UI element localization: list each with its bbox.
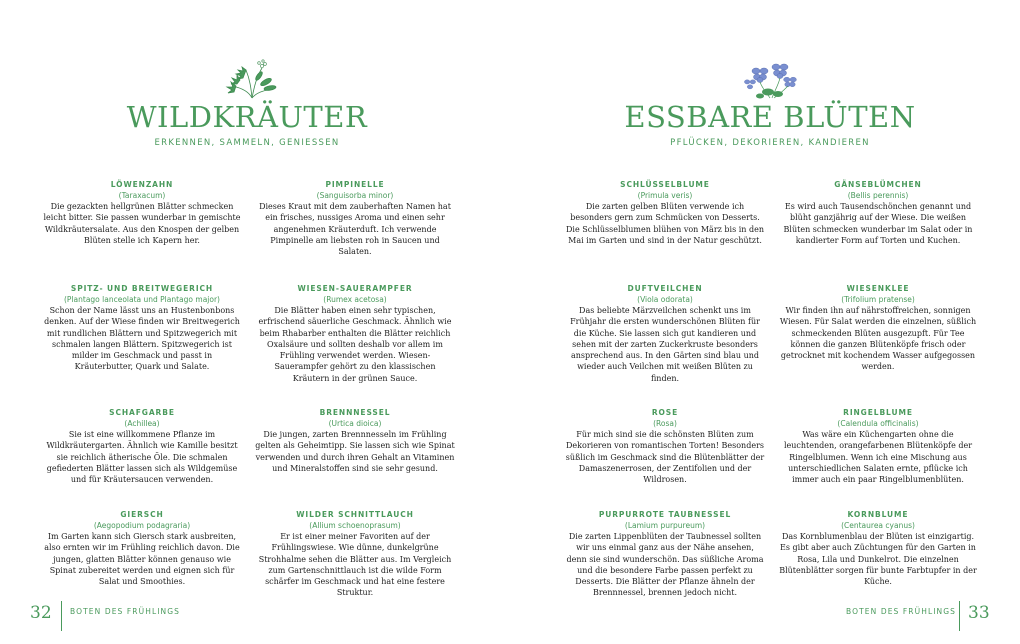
entry-name: LÖWENZAHN — [110, 180, 174, 189]
page-subtitle: PFLÜCKEN, DEKORIEREN, KANDIEREN — [670, 138, 870, 148]
flower-entry-kornblume — [778, 509, 978, 587]
entry-latin-name: (Rumex acetosa) — [323, 295, 387, 304]
page-title: ESSBARE BLÜTEN — [624, 100, 916, 134]
entry-name: BRENNNESSEL — [319, 408, 391, 417]
entry-description: Sie ist eine willkommene Pflanze im Wildkräutergarten. Ähnlich wie Kamille besitzt sie reichlich ätherische Öle. Die schmalen gefiederten Blätter lassen sich als Wildgemüse und für Kräutersaucen verwenden. — [46, 430, 238, 485]
entry-description: Im Garten kann sich Giersch stark ausbreiten, also ernten wir im Frühling reichlich davon. Die jungen, glatten Blätter können genauso wie Spinat zubereitet werden und eignen sich für Salat und Smoothies. — [44, 532, 240, 587]
page-title: WILDKRÄUTER — [126, 100, 368, 134]
herb-entry-schnittlauch — [255, 509, 455, 599]
herb-entry-sauerampfer — [255, 283, 455, 384]
herb-entry-schafgarbe — [42, 407, 242, 485]
entry-description: Wir finden ihn auf nährstoffreichen, sonnigen Wiesen. Für Salat werden die einzelnen, süßlich schmeckenden Blüten ausgezupft. Für Tee können die ganzen Blütenköpfe frisch oder getrocknet mit kochendem Wasser aufgegossen werden. — [779, 306, 977, 372]
entry-name: WIESENKLEE — [846, 284, 910, 293]
flower-entry-taubnessel — [565, 509, 765, 599]
entry-name: PURPURROTE TAUBNESSEL — [598, 510, 732, 519]
flower-entry-ringelblume — [778, 407, 978, 485]
entry-latin-name: (Rosa) — [653, 419, 677, 428]
entry-name: KORNBLUME — [847, 510, 909, 519]
entry-description: Für mich sind sie die schönsten Blüten zum Dekorieren von romantischen Torten! Besonders süßlich im Geschmack sind die Blütenblätter der Damaszenerrosen, der Zentifolien und der Wildrosen. — [565, 430, 765, 485]
entry-latin-name: (Trifolium pratense) — [841, 295, 915, 304]
herb-entry-loewenzahn — [42, 179, 242, 246]
entry-name: RINGELBLUME — [843, 408, 913, 417]
entry-description: Schon der Name lässt uns an Hustenbonbons denken. Auf der Wiese finden wir Breitwegerich mit rundlichen Blättern und Spitzwegerich mit schmalen langen Blättern. Spitzwegerich ist milder im Geschmack und passt in Kräuterbutter, Quark und Salate. — [44, 306, 240, 372]
page-number: 33 — [968, 603, 990, 623]
entry-latin-name: (Centaurea cyanus) — [841, 521, 915, 530]
entry-latin-name: (Plantago lanceolata und Plantago major) — [64, 295, 220, 304]
entry-name: WIESEN-SAUERAMPFER — [297, 284, 413, 293]
flower-entry-duftveilchen — [565, 283, 765, 384]
entry-name: SPITZ- UND BREITWEGERICH — [70, 284, 214, 293]
footer-divider — [959, 601, 960, 631]
page-number: 32 — [30, 603, 52, 623]
entry-description: Es wird auch Tausendschönchen genannt und blüht ganzjährig auf der Wiese. Die weißen Blüten schmecken wunderbar im Salat oder in kandierter Form auf Torten und Kuchen. — [783, 202, 973, 245]
entry-name: ROSE — [651, 408, 679, 417]
flower-entry-wiesenklee — [778, 283, 978, 373]
violet-flowers-illustration-icon — [742, 58, 802, 100]
entry-latin-name: (Taraxacum) — [118, 191, 166, 200]
entry-name: SCHLÜSSELBLUME — [620, 180, 710, 189]
footer-divider — [61, 601, 62, 631]
entry-description: Dieses Kraut mit dem zauberhaften Namen hat ein frisches, nussiges Aroma und einen sehr angenehmen Kräuterduft. Ich verwende Pimpinelle am liebsten roh in Saucen und Salaten. — [259, 202, 451, 257]
entry-latin-name: (Bellis perennis) — [847, 191, 909, 200]
entry-latin-name: (Aegopodium podagraria) — [93, 521, 191, 530]
entry-description: Die jungen, zarten Brennnesseln im Frühling gelten als Geheimtipp. Sie lassen sich wie Spinat verwenden und durch ihren Gehalt an Vitaminen und Mineralstoffen sind sie sehr gesund. — [255, 430, 455, 473]
entry-name: WILDER SCHNITTLAUCH — [296, 510, 414, 519]
running-footer: BOTEN DES FRÜHLINGS — [846, 607, 957, 616]
entry-name: GÄNSEBLÜMCHEN — [834, 180, 922, 189]
entry-latin-name: (Primula veris) — [637, 191, 693, 200]
entry-description: Das beliebte Märzveilchen schenkt uns im Frühjahr die ersten wunderschönen Blüten für die Küche. Sie lassen sich gut kandieren und sehen mit der zarten Zuckerkruste besonders ansprechend aus. In den Gärten sind blau und wieder auch Veilchen mit weißen Blüten zu finden. — [570, 306, 760, 383]
entry-latin-name: (Viola odorata) — [637, 295, 693, 304]
entry-description: Die zarten Lippenblüten der Taubnessel sollten wir uns einmal ganz aus der Nähe ansehen, denn sie sind wunderschön. Das süßliche Aroma und die besondere Farbe passen perfekt zu Desserts. Die Blätter der Pflanze ähneln der Brennnessel, brennen jedoch nicht. — [566, 532, 764, 598]
herb-entry-brennnessel — [255, 407, 455, 474]
entry-name: GIERSCH — [120, 510, 164, 519]
wild-herbs-illustration-icon — [222, 58, 282, 100]
entry-description: Das Kornblumenblau der Blüten ist einzigartig. Es gibt aber auch Züchtungen für den Garten in Rosa, Lila und Dunkelrot. Die einzelnen Blütenblätter sorgen für bunte Farbtupfer in der Küche. — [779, 532, 977, 587]
entry-name: PIMPINELLE — [325, 180, 385, 189]
entry-latin-name: (Calendula officinalis) — [837, 419, 919, 428]
entry-latin-name: (Allium schoenoprasum) — [309, 521, 401, 530]
entry-description: Die gezackten hellgrünen Blätter schmecken leicht bitter. Sie passen wunderbar in gemischte Wildkräutersalate. Aus den Knospen der gelben Blüten stelle ich Kapern her. — [43, 202, 241, 245]
entry-latin-name: (Urtica dioica) — [328, 419, 382, 428]
entry-description: Er ist einer meiner Favoriten auf der Frühlingswiese. Wie dünne, dunkelgrüne Strohhalme sehen die Blätter aus. Im Vergleich zum Gartenschnittlauch ist die wilde Form schärfer im Geschmack und hat eine festere Struktur. — [258, 532, 452, 598]
flower-entry-gaensebluemchen — [778, 179, 978, 246]
right-page — [510, 0, 1020, 644]
page-subtitle: ERKENNEN, SAMMELN, GENIESSEN — [154, 138, 340, 148]
entry-description: Die zarten gelben Blüten verwende ich besonders gern zum Schmücken von Desserts. Die Schlüsselblumen blühen von März bis in den Mai im Garten und sind in der Natur geschützt. — [565, 202, 764, 245]
entry-latin-name: (Sanguisorba minor) — [316, 191, 394, 200]
herb-entry-wegerich — [42, 283, 242, 373]
entry-name: SCHAFGARBE — [109, 408, 175, 417]
entry-name: DUFTVEILCHEN — [627, 284, 703, 293]
flower-entry-schluesselblume — [565, 179, 765, 246]
running-footer: BOTEN DES FRÜHLINGS — [70, 607, 181, 616]
herb-entry-pimpinelle — [255, 179, 455, 257]
entry-latin-name: (Achillea) — [124, 419, 160, 428]
flower-entry-rose — [565, 407, 765, 485]
entry-latin-name: (Lamium purpureum) — [624, 521, 706, 530]
herb-entry-giersch — [42, 509, 242, 587]
entry-description: Was wäre ein Küchengarten ohne die leuchtenden, orangefarbenen Blütenköpfe der Ringelblumen. Wenn ich eine Mischung aus unterschiedlichen Salaten ernte, pflücke ich immer auch ein paar Ringelblumenblüten. — [783, 430, 973, 485]
entry-description: Die Blätter haben einen sehr typischen, erfrischend säuerliche Geschmack. Ähnlich wie beim Rhabarber enthalten die Blätter reichlich Oxalsäure und sollten deshalb vor allem im Frühling verwendet werden. Wiesen-Sauerampfer gehört zu den klassischen Kräutern in der grünen Sauce. — [258, 306, 452, 383]
